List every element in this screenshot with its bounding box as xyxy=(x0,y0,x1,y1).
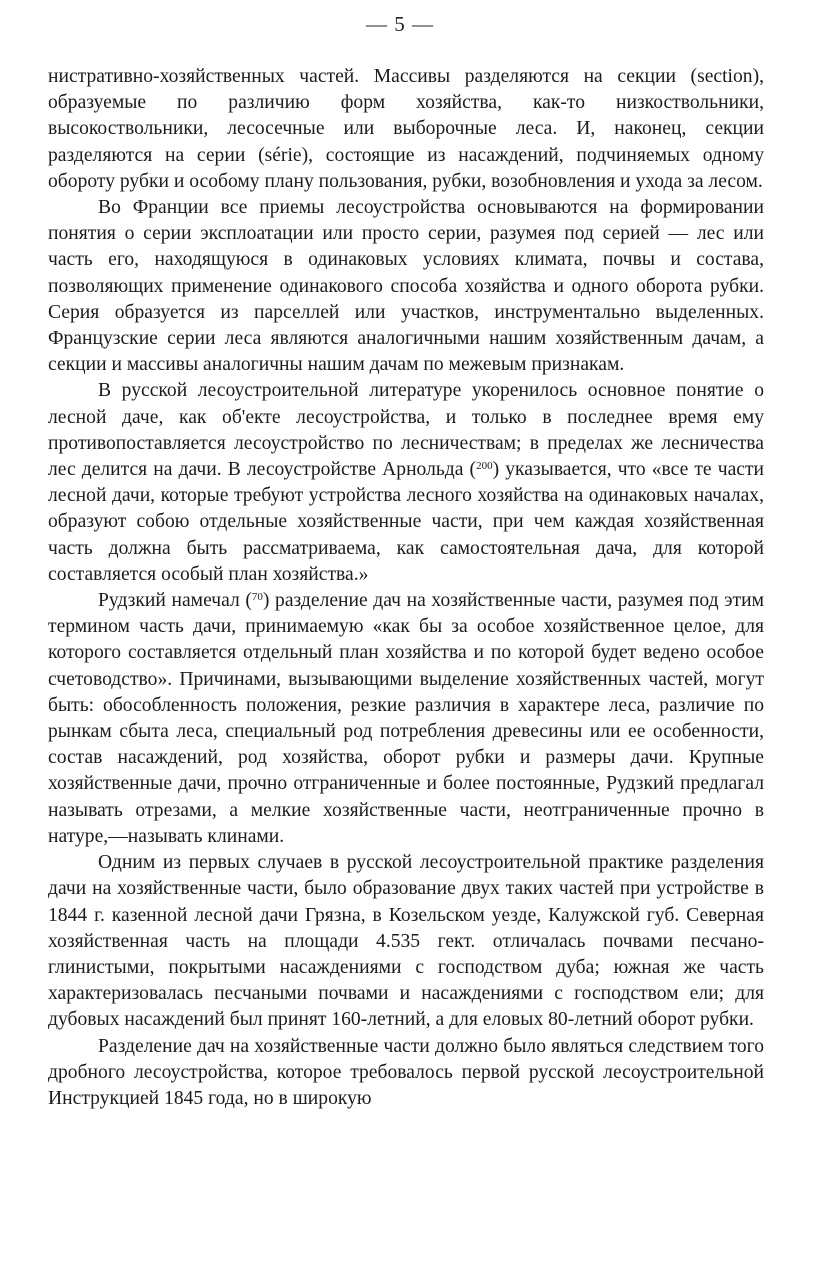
citation-200: 200 xyxy=(476,460,493,473)
page-number: — 5 — xyxy=(366,12,434,36)
paragraph-1: нистративно-хозяйственных частей. Массивы разделяются на секции (section), образуемые по различию форм хозяйства, как-то низкоствольники, высокоствольники, лесосечные или выборочные леса. И, наконец, секции разделяются на серии (série), состоящие из насаждений, подчиняемых одному обороту рубки и особому плану пользования, рубки, возобновления и ухода за лесом. xyxy=(48,66,764,192)
paragraph-4-text-b: ) разделение дач на хозяйственные части, разумея под этим термином часть дачи, принимаемую «как бы за особое хозяйственное целое, для которого составляется отдельный план хозяйства и по которой будет ведено особое счетоводство». Причинами, вызывающими выделение хозяйственных частей, могут быть: обособленность положения, резкие различия в характере леса, различие по рынкам сбыта леса, специальный род потребления древесины или ее особенности, состав насаждений, род хозяйства, оборот рубки и размеры дачи. Крупные хозяйственные дачи, прочно отграниченные и более постоянные, Рудзкий предлагал называть отрезами, а мелкие хозяйственные части, неотграниченные прочно в натуре,—называть клинами. xyxy=(48,590,764,847)
paragraph-2: Во Франции все приемы лесоустройства основываются на формировании понятия о серии эксплоатации или просто серии, разумея под серией — лес или часть его, находящуюся в одинаковых условиях климата, почвы и состава, позволяющих применение одинакового способа хозяйства и одного оборота рубки. Серия образуется из парселлей или участков, инструментально выделенных. Французские серии леса являются аналогичными нашим хозяйственным дачам, а секции и массивы аналогичны нашим дачам по межевым признакам. xyxy=(48,197,764,376)
paragraph-3-text-a: В русской лесоустроительной литературе укоренилось основное понятие о лесной даче, как об'екте лесоустройства, и только в последнее время ему противопоставляется лесоустройство по лесничествам; в пределах же лесничества лес делится на дачи. В лесоустройстве Арнольда ( xyxy=(48,380,764,481)
citation-70: 70 xyxy=(251,591,263,604)
paragraph-5: Одним из первых случаев в русской лесоустроительной практике разделения дачи на хозяйственные части, было образование двух таких частей при устройстве в 1844 г. казенной лесной дачи Грязна, в Козельском уезде, Калужской губ. Северная хозяйственная часть на площади 4.535 гект. отличалась почвами песчано-глинистыми, покрытыми насаждениями с господством дуба; южная же часть характеризовалась песчаными почвами и насаждениями с господством ели; для дубовых насаждений был принят 160-летний, а для еловых 80-летний оборот рубки. xyxy=(48,852,764,1031)
paragraph-3 xyxy=(48,378,764,588)
paragraph-6: Разделение дач на хозяйственные части должно было являться следствием того дробного лесоустройства, которое требовалось первой русской лесоустроительной Инструкцией 1845 года, но в широкую xyxy=(48,1035,764,1109)
paragraph-4-text-a: Рудзкий намечал ( xyxy=(98,590,252,612)
paragraph-3-text-b: ) указывается, что «все те части лесной дачи, которые требуют устройства лесного хозяйства на одинаковых началах, образуют собою отдельные хозяйственные части, при чем каждая хозяйственная часть должна быть рассматриваема, как самостоятельная дача, для которой составляется особый план хозяйства.» xyxy=(48,459,765,585)
text-body xyxy=(48,64,764,1112)
paragraph-4 xyxy=(48,588,764,850)
